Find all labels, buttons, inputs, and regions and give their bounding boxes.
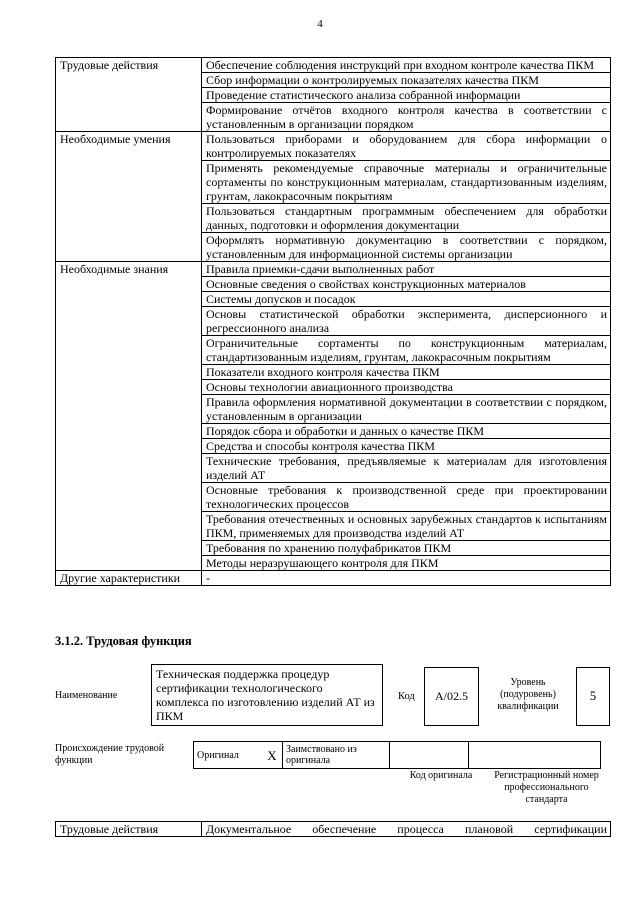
- row-item-cell: Оформлять нормативную документацию в соответствии с порядком, установленным для информационной системы организации: [202, 233, 611, 262]
- reg-number-label: Регистрационный номер профессионального стандарта: [494, 770, 599, 805]
- function-code-box: А/02.5: [424, 667, 479, 726]
- row-category-cell: Другие характеристики: [56, 571, 202, 586]
- row-item-cell: Обеспечение соблюдения инструкций при входном контроле качества ПКМ: [202, 58, 611, 73]
- row-item-cell: Требования по хранению полуфабрикатов ПКМ: [202, 541, 611, 556]
- table-row: [56, 262, 611, 277]
- row-item-cell: Проведение статистического анализа собранной информации: [202, 88, 611, 103]
- code-original-cell: [390, 742, 469, 769]
- row-item-cell: Ограничительные сортаменты по конструкционным материалам, стандартизованным изделиям, грунтам, лакокрасочным покрытиям: [202, 336, 611, 365]
- row-item-cell: Основы статистической обработки эксперимента, дисперсионного и регрессионного анализа: [202, 307, 611, 336]
- level-label: Уровень (подуровень) квалификации: [497, 677, 559, 712]
- row-item-cell: Правила приемки-сдачи выполненных работ: [202, 262, 611, 277]
- row-category-cell: Трудовые действия: [56, 58, 202, 132]
- origin-table: [193, 741, 601, 769]
- table-row: [56, 58, 611, 73]
- row-item-cell: Пользоваться стандартным программным обеспечением для обработки данных, подготовки и оформления документации: [202, 204, 611, 233]
- row-item-cell: Основные требования к производственной среде при проектировании технологических процессов: [202, 483, 611, 512]
- row-item-cell: Показатели входного контроля качества ПКМ: [202, 365, 611, 380]
- table-row: [56, 132, 611, 161]
- row-item-cell: Технические требования, предъявляемые к материалам для изготовления изделий АТ: [202, 454, 611, 483]
- row-category-cell: Необходимые умения: [56, 132, 202, 262]
- section-heading: 3.1.2. Трудовая функция: [55, 634, 192, 648]
- page-number: 4: [317, 18, 323, 30]
- labor-function-table: [55, 57, 611, 586]
- original-mark: X: [262, 742, 283, 769]
- origin-label: Происхождение трудовой функции: [55, 743, 165, 766]
- bottom-item-cell: Документальное обеспечение процесса плановой сертификации: [202, 822, 611, 837]
- table-row: [56, 571, 611, 586]
- level-box: 5: [576, 667, 610, 726]
- row-item-cell: -: [202, 571, 611, 586]
- row-item-cell: Основные сведения о свойствах конструкционных материалов: [202, 277, 611, 292]
- original-label: Оригинал: [194, 742, 263, 769]
- row-item-cell: Средства и способы контроля качества ПКМ: [202, 439, 611, 454]
- borrowed-label: Заимствовано из оригинала: [283, 742, 390, 769]
- code-label: Код: [398, 691, 415, 702]
- labor-actions-table: [55, 821, 611, 837]
- row-item-cell: Порядок сбора и обработки и данных о качестве ПКМ: [202, 424, 611, 439]
- row-item-cell: Сбор информации о контролируемых показателях качества ПКМ: [202, 73, 611, 88]
- reg-number-cell: [469, 742, 601, 769]
- code-original-label: Код оригинала: [409, 770, 473, 781]
- row-item-cell: Формирование отчётов входного контроля качества в соответствии с установленным в организации порядком: [202, 103, 611, 132]
- row-item-cell: Правила оформления нормативной документации в соответствии с порядком, установленным в организации: [202, 395, 611, 424]
- row-category-cell: Необходимые знания: [56, 262, 202, 571]
- row-item-cell: Системы допусков и посадок: [202, 292, 611, 307]
- bottom-category-cell: Трудовые действия: [56, 822, 202, 837]
- row-item-cell: Основы технологии авиационного производства: [202, 380, 611, 395]
- row-item-cell: Методы неразрушающего контроля для ПКМ: [202, 556, 611, 571]
- row-item-cell: Применять рекомендуемые справочные материалы и ограничительные сортаменты по конструкционным материалам, стандартизованным изделиям, грунтам, лакокрасочным покрытиям: [202, 161, 611, 204]
- function-name-box: Техническая поддержка процедур сертификации технологического комплекса по изготовлению изделий АТ из ПКМ: [151, 664, 383, 726]
- name-label: Наименование: [55, 690, 118, 701]
- row-item-cell: Требования отечественных и основных зарубежных стандартов к испытаниям ПКМ, применяемых для производства изделий АТ: [202, 512, 611, 541]
- row-item-cell: Пользоваться приборами и оборудованием для сбора информации о контролируемых показателях: [202, 132, 611, 161]
